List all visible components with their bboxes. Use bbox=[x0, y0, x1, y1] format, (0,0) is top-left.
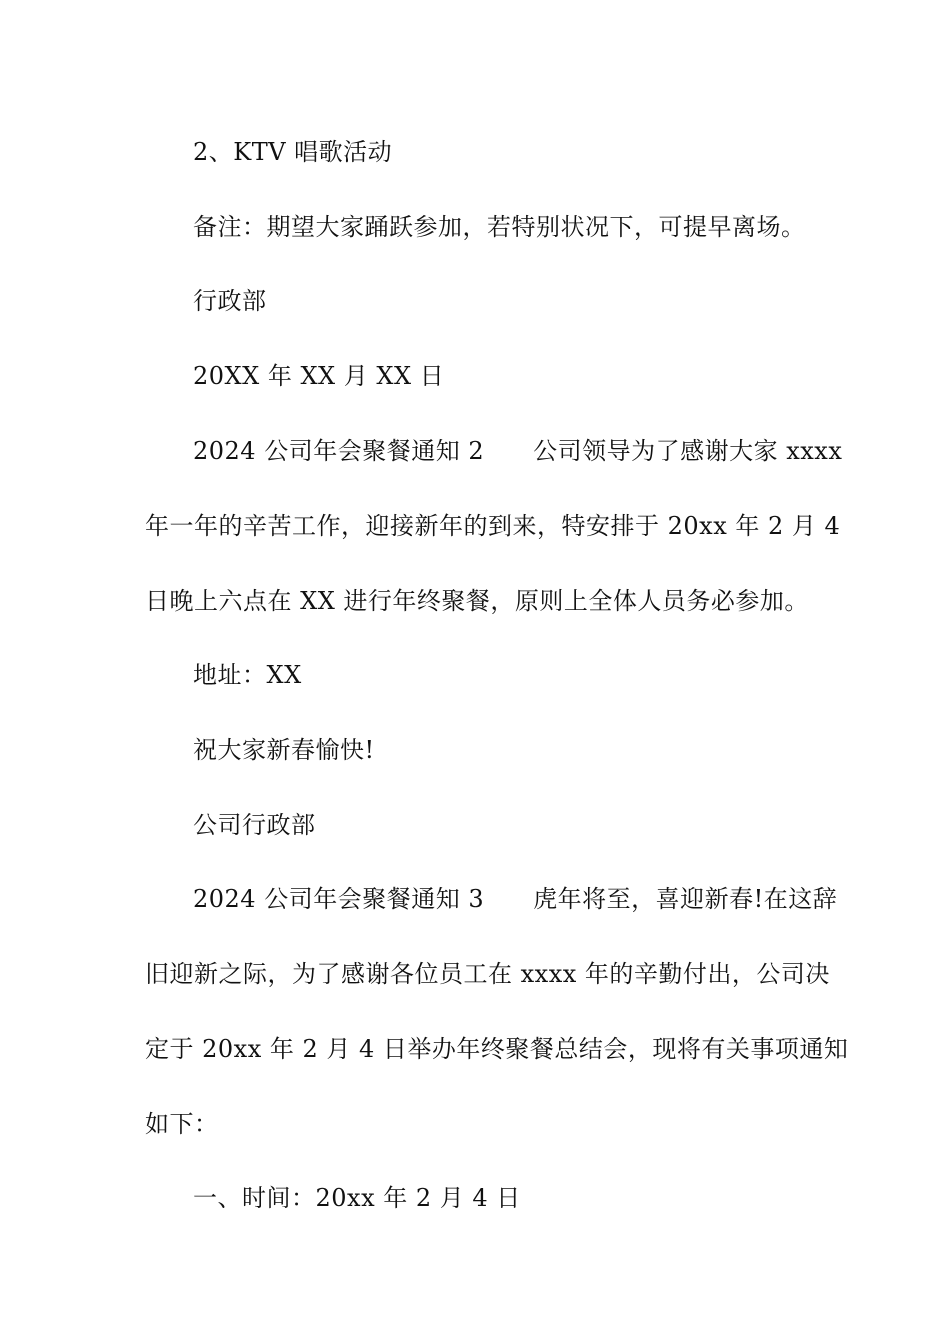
notice-3-line-4: 如下： bbox=[145, 1110, 219, 1138]
note-paragraph: 备注：期望大家踊跃参加，若特别状况下，可提早离场。 bbox=[193, 213, 806, 241]
address-line: 地址：XX bbox=[193, 661, 302, 689]
signature-department: 行政部 bbox=[193, 287, 267, 315]
greeting-line: 祝大家新春愉快! bbox=[193, 736, 375, 764]
notice-2-line-3: 日晚上六点在 XX 进行年终聚餐，原则上全体人员务必参加。 bbox=[145, 587, 809, 615]
notice-3-line-1: 2024 公司年会聚餐通知 3 虎年将至，喜迎新春!在这辞 bbox=[193, 885, 838, 913]
time-item: 一、时间：20xx 年 2 月 4 日 bbox=[193, 1184, 521, 1212]
notice-2-line-2: 年一年的辛苦工作，迎接新年的到来，特安排于 20xx 年 2 月 4 bbox=[145, 512, 841, 540]
notice-2-line-1: 2024 公司年会聚餐通知 2 公司领导为了感谢大家 xxxx bbox=[193, 437, 843, 465]
notice-3-line-2: 旧迎新之际，为了感谢各位员工在 xxxx 年的辛勤付出，公司决 bbox=[145, 960, 830, 988]
signature-company-admin: 公司行政部 bbox=[193, 811, 316, 839]
list-item-ktv: 2、KTV 唱歌活动 bbox=[193, 138, 393, 166]
notice-3-line-3: 定于 20xx 年 2 月 4 日举办年终聚餐总结会，现将有关事项通知 bbox=[145, 1035, 849, 1063]
signature-date: 20XX 年 XX 月 XX 日 bbox=[193, 362, 445, 390]
